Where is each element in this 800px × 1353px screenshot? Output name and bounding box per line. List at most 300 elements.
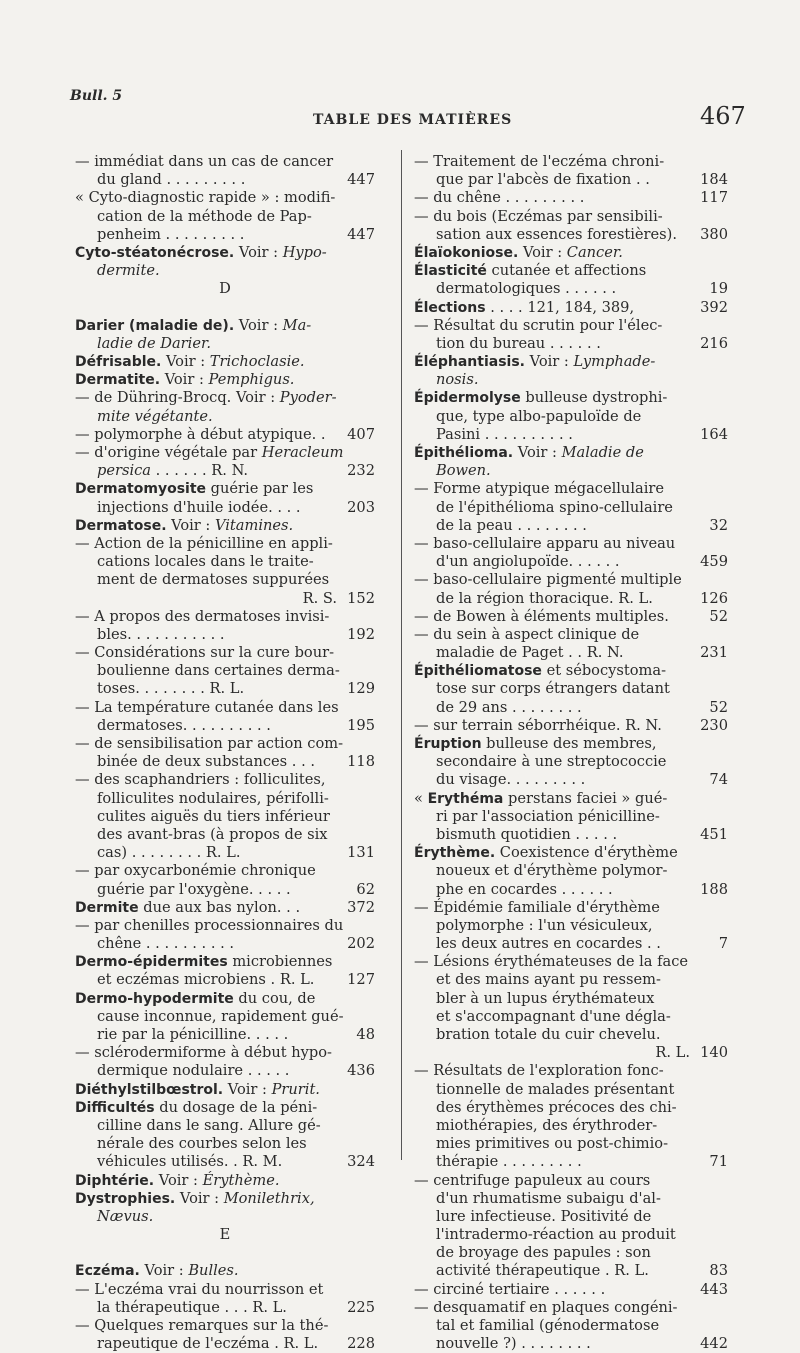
entry-text: dermatologiques . . . . . . <box>436 280 617 298</box>
page-ref: 48 <box>356 1026 375 1043</box>
entry-text: bles. . . . . . . . . . . <box>97 625 225 643</box>
page-ref: 19 <box>709 280 728 298</box>
index-line <box>75 1262 375 1280</box>
page-ref: 71 <box>709 1153 728 1171</box>
page-ref: 32 <box>709 516 728 534</box>
entry-text: dermite. <box>97 262 160 280</box>
entry-text: de la région thoracique. R. L. <box>436 589 653 607</box>
index-line <box>414 371 728 389</box>
entry-text: — Quelques remarques sur la thé- <box>75 1317 329 1334</box>
entry-text: du gland . . . . . . . . . <box>97 171 246 189</box>
bulletin-number: Bull. 5 <box>70 88 123 104</box>
entry-text: tion du bureau . . . . . . <box>436 334 601 352</box>
index-line <box>414 1099 728 1117</box>
page-ref: 74 <box>709 771 728 789</box>
entry-text: Voir : <box>234 243 283 261</box>
index-line <box>75 1026 375 1044</box>
entry-text: tal et familial (génodermatose <box>436 1317 660 1334</box>
index-line <box>414 462 728 480</box>
page-ref: 231 <box>700 644 728 662</box>
entry-italic: Pemphigus. <box>208 371 295 389</box>
entry-text: — Résultat du scrutin pour l'élec- <box>414 316 663 334</box>
index-line <box>414 608 728 626</box>
entry-text: guérie par l'oxygène. . . . . <box>97 880 291 898</box>
entry-headword: Épithéliomatose <box>414 663 542 680</box>
index-line <box>414 771 728 789</box>
entry-text: cations locales dans le traite- <box>97 553 314 571</box>
entry-headword: Dermo-hypodermite <box>75 990 234 1007</box>
entry-text: bismuth quotidien . . . . . <box>436 825 618 843</box>
index-line <box>75 335 375 353</box>
index-line <box>414 553 728 571</box>
index-line <box>75 862 375 880</box>
entry-italic: Pyoder- <box>279 389 337 407</box>
entry-text: cation de la méthode de Pap- <box>97 207 312 225</box>
entry-text: bulleuse des membres, <box>481 735 657 752</box>
index-line <box>75 881 375 899</box>
index-line <box>75 462 375 480</box>
entry-text: de la peau . . . . . . . . <box>436 516 587 534</box>
index-line <box>414 1117 728 1135</box>
index-line <box>75 426 375 444</box>
index-line <box>414 1335 728 1353</box>
index-line <box>75 1008 375 1026</box>
page-ref: 52 <box>709 698 728 716</box>
index-line <box>75 317 375 335</box>
entry-italic: Vitamines. <box>214 516 294 534</box>
index-line <box>75 189 375 207</box>
index-line <box>75 389 375 407</box>
entry-text: ment de dermatoses suppurées <box>97 571 330 589</box>
index-line <box>75 1062 375 1080</box>
entry-text: injections d'huile iodée. . . . <box>97 498 301 516</box>
entry-text: noueux et d'érythème polymor- <box>436 862 668 880</box>
index-line <box>75 935 375 953</box>
entry-headword: Diéthylstilbœstrol. <box>75 1081 224 1098</box>
entry-text: les deux autres en cocardes . . <box>436 935 661 953</box>
index-line <box>75 826 375 844</box>
entry-text: activité thérapeutique . R. L. <box>436 1262 649 1280</box>
entry-text: d'un angiolupoïde. . . . . . <box>436 553 620 571</box>
index-line <box>414 1081 728 1099</box>
entry-italic: Heracleum <box>261 444 344 461</box>
index-line <box>75 790 375 808</box>
index-line <box>75 171 375 189</box>
entry-text: — centrifuge papuleux au cours <box>414 1171 651 1189</box>
entry-headword: Dermatose. <box>75 517 167 534</box>
entry-headword: Défrisable. <box>75 354 162 371</box>
index-line <box>75 680 375 698</box>
entry-text: Voir : <box>518 243 567 261</box>
index-line <box>414 790 728 808</box>
entry-italic: Monilethrix, <box>223 1189 315 1207</box>
index-line <box>414 335 728 353</box>
entry-text: perstans faciei » gué- <box>503 789 668 807</box>
entry-text: rapeutique de l'eczéma . R. L. <box>97 1335 319 1353</box>
index-line <box>75 535 375 553</box>
entry-headword: Dermo-épidermites <box>75 954 228 971</box>
entry-text: thérapie . . . . . . . . . <box>436 1153 582 1171</box>
entry-text: — circiné tertiaire . . . . . . <box>414 1280 606 1298</box>
entry-text: du cou, de <box>233 989 316 1007</box>
entry-text: tionnelle de malades présentant <box>436 1080 675 1098</box>
index-line <box>414 680 728 698</box>
entry-text: la thérapeutique . . . R. L. <box>97 1298 287 1316</box>
entry-text: Voir : <box>139 1262 189 1280</box>
entry-text: — L'eczéma vrai du nourrisson et <box>75 1280 324 1298</box>
entry-text: Bowen. <box>436 462 491 480</box>
entry-italic: Trichoclasie. <box>209 353 305 371</box>
entry-text: secondaire à une streptococcie <box>436 753 667 771</box>
index-line <box>75 662 375 680</box>
entry-text: que, type albo-papuloïde de <box>436 407 642 425</box>
entry-text: mies primitives ou post-chimio- <box>436 1135 669 1153</box>
page-ref: 447 <box>347 171 375 189</box>
index-line <box>414 262 728 280</box>
entry-text: — Considérations sur la cure bour- <box>75 644 335 662</box>
index-line <box>414 408 728 426</box>
index-line <box>414 808 728 826</box>
entry-italic: Érythème. <box>202 1171 280 1189</box>
index-line <box>414 571 728 589</box>
entry-headword: Cyto-stéatonécrose. <box>75 244 235 261</box>
entry-headword: Erythéma <box>427 790 504 807</box>
entry-headword: Éruption <box>414 736 482 752</box>
entry-text: maladie de Paget . . R. N. <box>436 644 624 662</box>
entry-text: du dosage de la péni- <box>154 1098 318 1116</box>
entry-text: lure infectieuse. Positivité de <box>436 1207 652 1225</box>
index-line <box>414 753 728 771</box>
index-line <box>75 1244 375 1262</box>
index-line <box>75 990 375 1008</box>
page-ref: 118 <box>347 753 375 771</box>
entry-text: — Épidémie familiale d'érythème <box>414 898 660 916</box>
entry-headword: Diphtérie. <box>75 1172 155 1189</box>
entry-headword: Dermatomyosite <box>75 481 207 498</box>
index-line <box>75 626 375 644</box>
index-line <box>75 226 375 244</box>
index-line <box>414 881 728 899</box>
entry-text: guérie par les <box>206 480 314 498</box>
page-ref: 443 <box>700 1280 728 1298</box>
index-line <box>75 499 375 517</box>
entry-text: — sclérodermiforme à début hypo- <box>75 1044 332 1062</box>
entry-italic: persica <box>97 462 151 480</box>
page-ref: 140 <box>700 1044 728 1062</box>
index-line <box>75 771 375 789</box>
entry-text: et des mains ayant pu ressem- <box>436 971 661 989</box>
index-line <box>414 662 728 680</box>
page-ref: 129 <box>347 680 375 698</box>
index-line <box>414 244 728 262</box>
entry-text: — baso-cellulaire pigmenté multiple <box>414 571 682 589</box>
entry-text: Voir : <box>161 353 210 371</box>
entry-text: Pasini . . . . . . . . . . <box>436 425 573 443</box>
page-ref: 392 <box>700 298 728 316</box>
index-line <box>75 753 375 771</box>
entry-text: polymorphe : l'un vésiculeux, <box>436 916 653 934</box>
index-line <box>75 735 375 753</box>
page-ref: 230 <box>700 716 728 734</box>
index-line <box>75 917 375 935</box>
entry-text: cas) . . . . . . . . R. L. <box>97 844 241 862</box>
index-line <box>414 1299 728 1317</box>
index-line <box>414 153 728 171</box>
index-line <box>75 699 375 717</box>
entry-text: penheim . . . . . . . . . <box>97 225 245 243</box>
entry-italic: Hypo- <box>282 243 327 261</box>
page-ref: 127 <box>347 971 375 989</box>
page-ref: 195 <box>347 716 375 734</box>
entry-text: — Forme atypique mégacellulaire <box>414 480 664 498</box>
index-line <box>75 153 375 171</box>
page-ref: 436 <box>347 1062 375 1080</box>
entry-text: — par chenilles processionnaires du <box>75 916 344 934</box>
entry-text: dermatoses. . . . . . . . . . <box>97 716 271 734</box>
entry-text: ri par l'association pénicilline- <box>436 807 660 825</box>
index-line <box>414 699 728 717</box>
entry-headword: Élasticité <box>414 263 487 280</box>
page-ref: 131 <box>347 844 375 862</box>
index-line <box>75 1117 375 1135</box>
section-letter <box>75 280 375 298</box>
index-line <box>414 426 728 444</box>
index-line <box>75 444 375 462</box>
index-line <box>414 480 728 498</box>
entry-text: et sébocystoma- <box>541 662 666 680</box>
entry-text: — immédiat dans un cas de cancer <box>75 153 334 170</box>
entry-text: — du chêne . . . . . . . . . <box>414 189 585 207</box>
entry-text: bulleuse dystrophi- <box>520 389 668 407</box>
entry-text: — du sein à aspect clinique de <box>414 625 640 643</box>
entry-text: — sur terrain séborrhéique. R. N. <box>414 716 662 734</box>
index-line <box>414 517 728 535</box>
entry-text: véhicules utilisés. . R. M. <box>97 1153 283 1171</box>
index-line <box>414 990 728 1008</box>
entry-text: des érythèmes précoces des chi- <box>436 1098 677 1116</box>
entry-text: — des scaphandriers : folliculites, <box>75 771 326 789</box>
entry-text: ladie de Darier. <box>97 334 211 352</box>
index-line <box>75 371 375 389</box>
entry-text: « Cyto-diagnostic rapide » : modifi- <box>75 189 336 207</box>
index-line <box>414 844 728 862</box>
entry-text: — du bois (Eczémas par sensibili- <box>414 207 663 225</box>
entry-text: — polymorphe à début atypique. . <box>75 425 326 443</box>
entry-text: — desquamatif en plaques congéni- <box>414 1298 678 1316</box>
page-ref: 442 <box>700 1335 728 1353</box>
report-tag: R. L. <box>655 1044 690 1062</box>
page-ref: 83 <box>709 1262 728 1280</box>
page-ref: 7 <box>718 935 728 953</box>
entry-text: microbiennes <box>227 953 333 971</box>
index-line <box>75 971 375 989</box>
index-line <box>75 480 375 498</box>
column-divider <box>401 150 402 1160</box>
entry-text: . . . . . . R. N. <box>151 462 249 480</box>
entry-text: Voir : <box>166 516 215 534</box>
entry-text: phe en cocardes . . . . . . <box>436 880 613 898</box>
entry-text: — baso-cellulaire apparu au niveau <box>414 534 676 552</box>
index-line <box>75 1208 375 1226</box>
page-ref: 459 <box>700 553 728 571</box>
page-ref: 324 <box>347 1153 375 1171</box>
index-line <box>75 1335 375 1353</box>
page-ref: 164 <box>700 425 728 443</box>
page-ref: 380 <box>700 225 728 243</box>
index-line <box>414 353 728 371</box>
entry-headword: Épithélioma. <box>414 445 514 461</box>
index-line <box>414 735 728 753</box>
section-letter-text: E <box>219 1226 231 1244</box>
index-line <box>414 389 728 407</box>
entry-text: rie par la pénicilline. . . . . <box>97 1026 289 1043</box>
entry-text: Voir : <box>154 1171 203 1189</box>
entry-text: boulienne dans certaines derma- <box>97 662 340 680</box>
index-line <box>75 1099 375 1117</box>
entry-headword: Difficultés <box>75 1099 155 1116</box>
section-letter <box>75 1226 375 1244</box>
entry-text: de 29 ans . . . . . . . . <box>436 698 582 716</box>
index-line <box>75 899 375 917</box>
index-line <box>414 1172 728 1190</box>
entry-headword: Élections <box>414 299 486 316</box>
entry-headword: Darier (maladie de). <box>75 317 235 334</box>
entry-text: Voir : <box>234 316 283 334</box>
page-ref: 407 <box>347 425 375 443</box>
entry-headword: Eczéma. <box>75 1263 140 1280</box>
entry-text: mite végétante. <box>97 407 213 425</box>
index-column-left <box>75 153 375 1353</box>
entry-text: d'un rhumatisme subaigu d'al- <box>436 1189 661 1207</box>
index-line <box>75 953 375 971</box>
entry-italic: Lymphade- <box>573 353 656 371</box>
entry-text: — par oxycarbonémie chronique <box>75 862 316 880</box>
index-line <box>414 1226 728 1244</box>
index-line <box>414 171 728 189</box>
index-line <box>75 590 375 608</box>
index-line <box>414 1317 728 1335</box>
index-line <box>414 1281 728 1299</box>
index-line <box>414 499 728 517</box>
index-column-right <box>414 153 728 1353</box>
index-line <box>414 899 728 917</box>
entry-text: Voir : <box>175 1189 224 1207</box>
entry-italic: Prurit. <box>271 1080 320 1098</box>
entry-text: miothérapies, des érythroder- <box>436 1116 658 1134</box>
entry-text: et s'accompagnant d'une dégla- <box>436 1007 671 1025</box>
entry-text: culites aiguës du tiers inférieur <box>97 807 330 825</box>
entry-text: Nævus. <box>97 1207 154 1225</box>
entry-text: folliculites nodulaires, périfolli- <box>97 789 329 807</box>
entry-text: binée de deux substances . . . <box>97 753 316 771</box>
index-line <box>414 1190 728 1208</box>
entry-italic: Bulles. <box>188 1262 239 1280</box>
section-letter-text: D <box>219 280 231 298</box>
page-ref: 126 <box>700 589 728 607</box>
entry-text: et eczémas microbiens . R. L. <box>97 971 315 989</box>
entry-text: nérale des courbes selon les <box>97 1135 307 1153</box>
index-line <box>75 808 375 826</box>
entry-text: tose sur corps étrangers datant <box>436 680 670 698</box>
entry-text: — Lésions érythémateuses de la face <box>414 953 689 971</box>
page-number: 467 <box>700 102 746 130</box>
index-line <box>414 189 728 207</box>
entry-text: — d'origine végétale par <box>75 444 262 461</box>
page-ref: 117 <box>700 189 728 207</box>
entry-text: — de Dühring-Brocq. Voir : <box>75 389 280 407</box>
index-line <box>414 1262 728 1280</box>
entry-text: de broyage des papules : son <box>436 1244 651 1262</box>
entry-text: Voir : <box>160 371 209 389</box>
index-line <box>75 299 375 317</box>
entry-text: Voir : <box>223 1080 272 1098</box>
entry-headword: Élaïokoniose. <box>414 244 519 261</box>
entry-text: cilline dans le sang. Allure gé- <box>97 1116 321 1134</box>
entry-text: que par l'abcès de fixation . . <box>436 171 650 189</box>
page-ref: 202 <box>347 935 375 953</box>
entry-text: bration totale du cuir chevelu. <box>436 1026 661 1043</box>
entry-italic: Maladie de <box>561 444 644 461</box>
running-title: TABLE DES MATIÈRES <box>313 112 513 128</box>
index-line <box>75 1317 375 1335</box>
index-line <box>75 1135 375 1153</box>
index-line <box>75 353 375 371</box>
index-line <box>75 1172 375 1190</box>
entry-text: — Action de la pénicilline en appli- <box>75 534 333 552</box>
index-line <box>75 644 375 662</box>
entry-text: . . . . 121, 184, 389, <box>485 298 635 316</box>
index-line <box>414 1044 728 1062</box>
index-line <box>75 1190 375 1208</box>
index-line <box>414 226 728 244</box>
page-ref: 192 <box>347 625 375 643</box>
entry-text: — La température cutanée dans les <box>75 698 339 716</box>
index-line <box>75 408 375 426</box>
index-line <box>414 535 728 553</box>
index-line <box>414 826 728 844</box>
entry-text: Voir : <box>513 444 562 461</box>
entry-text: toses. . . . . . . . R. L. <box>97 680 245 698</box>
index-line <box>414 953 728 971</box>
entry-text: chêne . . . . . . . . . . <box>97 935 235 953</box>
index-line <box>75 244 375 262</box>
page-ref: 216 <box>700 334 728 352</box>
entry-text: Coexistence d'érythème <box>495 844 678 862</box>
page-ref: 184 <box>700 171 728 189</box>
index-line <box>414 444 728 462</box>
entry-headword: Dystrophies. <box>75 1190 176 1207</box>
index-line <box>75 844 375 862</box>
entry-text: — de Bowen à éléments multiples. <box>414 607 669 625</box>
index-line <box>414 590 728 608</box>
index-line <box>75 262 375 280</box>
entry-text: — Traitement de l'eczéma chroni- <box>414 153 665 170</box>
index-line <box>414 717 728 735</box>
page-ref: 228 <box>347 1335 375 1353</box>
entry-headword: Éléphantiasis. <box>414 354 525 371</box>
index-line <box>414 935 728 953</box>
index-line <box>414 1008 728 1026</box>
entry-text: des avant-bras (à propos de six <box>97 825 328 843</box>
entry-text: dermique nodulaire . . . . . <box>97 1062 290 1080</box>
entry-text: de l'épithélioma spino-cellulaire <box>436 498 673 516</box>
index-line <box>414 644 728 662</box>
entry-text: nouvelle ?) . . . . . . . . <box>436 1335 591 1353</box>
index-line <box>414 971 728 989</box>
index-line <box>414 299 728 317</box>
index-line <box>414 208 728 226</box>
entry-text: sation aux essences forestières). <box>436 225 677 243</box>
